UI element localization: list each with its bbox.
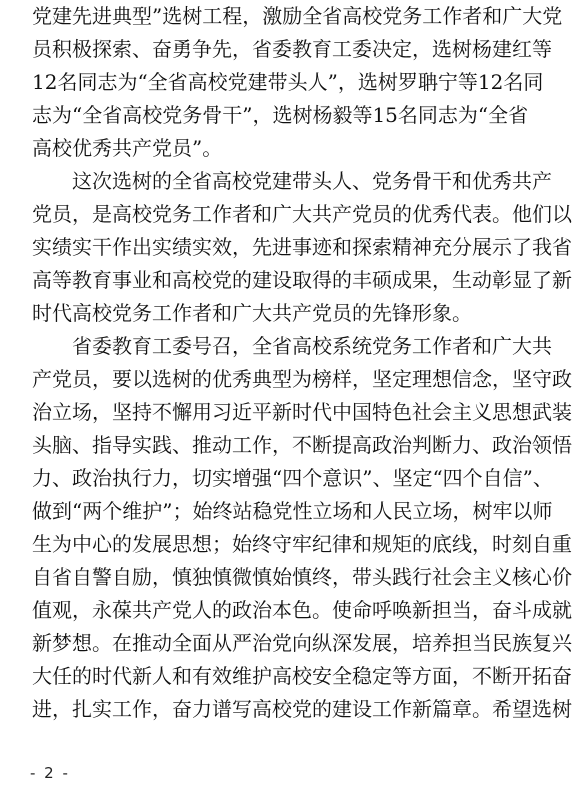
text-line: 高校优秀共产党员”。 (32, 136, 223, 160)
text-line: 头脑、指导实践、推动工作，不断提高政治判断力、政治领悟 (32, 433, 572, 457)
page-number: - 2 - (30, 764, 70, 782)
text-line: 志为“全省高校党务骨干”，选树杨毅等15名同志为“全省 (32, 103, 529, 127)
text-line: 治立场，坚持不懈用习近平新时代中国特色社会主义思想武装 (32, 400, 572, 424)
text-line: 产党员，要以选树的优秀典型为榜样，坚定理想信念，坚守政 (32, 367, 572, 391)
body-text (32, 0, 572, 726)
text-line: 党建先进典型”选树工程，激励全省高校党务工作者和广大党 (32, 4, 563, 28)
text-line: 做到“两个维护”；始终站稳党性立场和人民立场，树牢以师 (32, 499, 553, 523)
text-line: 实绩实干作出实绩实效，先进事迹和探索精神充分展示了我省 (32, 235, 572, 259)
text-line: 新梦想。在推动全面从严治党向纵深发展，培养担当民族复兴 (32, 631, 572, 655)
text-line: 进，扎实工作，奋力谱写高校党的建设工作新篇章。希望选树 (32, 697, 572, 721)
text-line: 12名同志为“全省高校党建带头人”，选树罗聃宁等12名同 (32, 70, 544, 94)
paragraph-first-line: 这次选树的全省高校党建带头人、党务骨干和优秀共产 (72, 169, 552, 193)
text-line: 力、政治执行力，切实增强“四个意识”、坚定“四个自信”、 (32, 466, 553, 490)
text-line: 高等教育事业和高校党的建设取得的丰硕成果，生动彰显了新 (32, 268, 572, 292)
text-line: 值观，永葆共产党人的政治本色。使命呼唤新担当，奋斗成就 (32, 598, 572, 622)
text-line: 时代高校党务工作者和广大共产党员的先锋形象。 (32, 301, 472, 325)
text-line: 员积极探索、奋勇争先，省委教育工委决定，选树杨建红等 (32, 37, 552, 61)
paragraph-first-line: 省委教育工委号召，全省高校系统党务工作者和广大共 (72, 334, 552, 358)
text-line: 自省自警自励，慎独慎微慎始慎终，带头践行社会主义核心价 (32, 565, 572, 589)
text-line: 生为中心的发展思想；始终守牢纪律和规矩的底线，时刻自重 (32, 532, 572, 556)
text-line: 大任的时代新人和有效维护高校安全稳定等方面，不断开拓奋 (32, 664, 572, 688)
text-line: 党员，是高校党务工作者和广大共产党员的优秀代表。他们以 (32, 202, 572, 226)
